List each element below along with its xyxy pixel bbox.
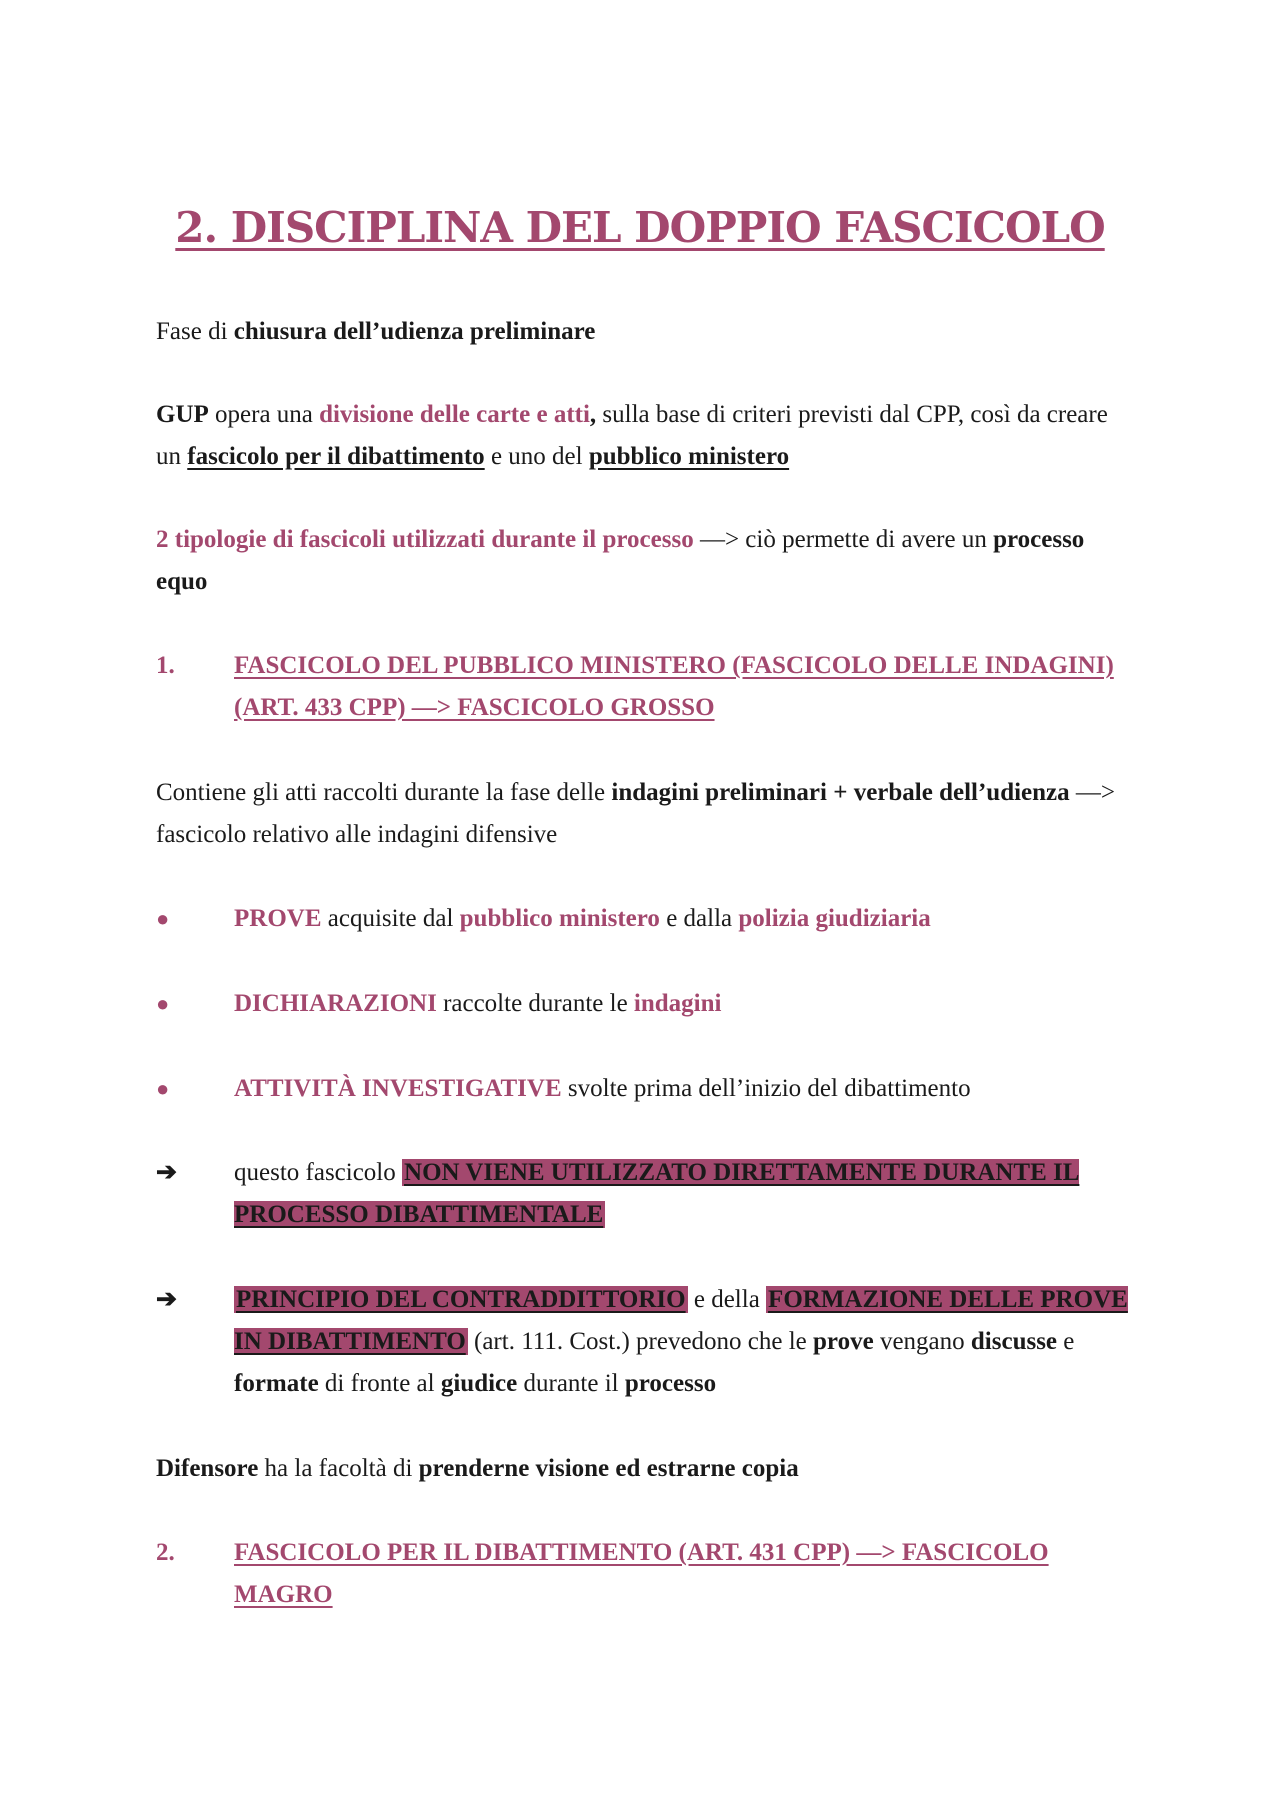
text-bold: verbale dell’udienza: [853, 779, 1070, 806]
text: di fronte al: [318, 1370, 441, 1397]
text-accent: ATTIVITÀ INVESTIGATIVE: [234, 1075, 562, 1102]
arrow-item: [156, 1279, 1136, 1405]
text-bold: Difensore: [156, 1455, 259, 1482]
text-accent: DICHIARAZIONI: [234, 990, 437, 1017]
paragraph-gup: [156, 394, 1136, 478]
text-bold: +: [826, 779, 854, 806]
text: (art. 111. Cost.) prevedono che le: [467, 1328, 814, 1355]
text: opera una: [208, 401, 320, 428]
text-bold: giudice: [440, 1370, 518, 1397]
text-bold: chiusura dell’udienza preliminare: [233, 318, 596, 345]
text-accent: PROVE: [234, 905, 322, 932]
text-bold: formate: [234, 1370, 319, 1397]
text-bold: indagini preliminari: [611, 779, 827, 806]
highlighted-text: FORMAZIONE DELLE PROVE IN DIBATTIMENTO: [234, 1286, 1128, 1355]
text-accent: pubblico ministero: [459, 905, 660, 932]
text: ha la facoltà di: [258, 1455, 419, 1482]
list-number: 2.: [156, 1539, 175, 1566]
text: e uno del: [484, 443, 589, 470]
text-bold-underlined: pubblico ministero: [588, 443, 790, 470]
text-accent: divisione delle carte e atti: [319, 401, 590, 428]
highlighted-text: PRINCIPIO DEL CONTRADDITTORIO: [236, 1286, 686, 1313]
text-bold: discusse: [970, 1328, 1058, 1355]
bullet-item: [156, 1068, 1136, 1110]
section-heading: FASCICOLO DEL PUBBLICO MINISTERO (FASCICOLO DELLE INDAGINI) (ART. 433 CPP) —> FASCICOLO GROSSO: [234, 652, 1114, 721]
text: svolte prima dell’inizio del dibattimento: [561, 1075, 971, 1102]
paragraph-typologies: [156, 519, 1136, 603]
text: questo fascicolo: [234, 1159, 403, 1186]
text: Contiene gli atti raccolti durante la fase delle: [156, 779, 612, 806]
text-bold: prenderne visione ed estrarne copia: [418, 1455, 799, 1482]
text-bold: GUP: [156, 401, 209, 428]
text-bold-underlined: fascicolo per il dibattimento: [187, 443, 485, 470]
text: sulla base di criteri previsti dal CPP, così da creare un: [156, 401, 1108, 470]
text: e: [1057, 1328, 1075, 1355]
arrow-right-icon: ➔: [156, 1159, 177, 1186]
paragraph-phase: [156, 311, 1136, 353]
paragraph-contents: [156, 772, 1136, 856]
text: —> ciò permette di avere un: [693, 526, 994, 553]
bullet-icon: ●: [156, 1076, 170, 1101]
text-accent: 2 tipologie di fascicoli utilizzati durante il processo: [156, 526, 694, 553]
highlighted-text: NON VIENE UTILIZZATO DIRETTAMENTE DURANTE IL PROCESSO DIBATTIMENTALE: [234, 1159, 1080, 1228]
arrow-item: [156, 1152, 1136, 1236]
list-number: 1.: [156, 652, 175, 679]
heading-section-2: [156, 1532, 1136, 1616]
text-bold: processo: [624, 1370, 717, 1397]
bullet-item: [156, 983, 1136, 1025]
text: Fase di: [156, 318, 234, 345]
text-accent: polizia giudiziaria: [738, 905, 931, 932]
bullet-icon: ●: [156, 991, 170, 1016]
arrow-right-icon: ➔: [156, 1286, 177, 1313]
bullet-icon: ●: [156, 906, 170, 931]
text: —> fascicolo relativo alle indagini difensive: [156, 779, 1116, 848]
page-title: 2. DISCIPLINA DEL DOPPIO FASCICOLO: [175, 203, 1105, 252]
text-bold: processo equo: [156, 526, 1085, 595]
heading-section-1: [156, 645, 1136, 729]
text: vengano: [873, 1328, 971, 1355]
text: e dalla: [659, 905, 739, 932]
text: acquisite dal: [321, 905, 460, 932]
paragraph-defender: [156, 1448, 1136, 1490]
text: durante il: [517, 1370, 625, 1397]
text-bold: ,: [589, 401, 597, 428]
bullet-item: [156, 898, 1136, 940]
text: raccolte durante le: [436, 990, 634, 1017]
section-heading: FASCICOLO PER IL DIBATTIMENTO (ART. 431 CPP) —> FASCICOLO MAGRO: [234, 1539, 1049, 1608]
text: e della: [687, 1286, 767, 1313]
text-accent: indagini: [633, 990, 722, 1017]
text-bold: prove: [813, 1328, 874, 1355]
